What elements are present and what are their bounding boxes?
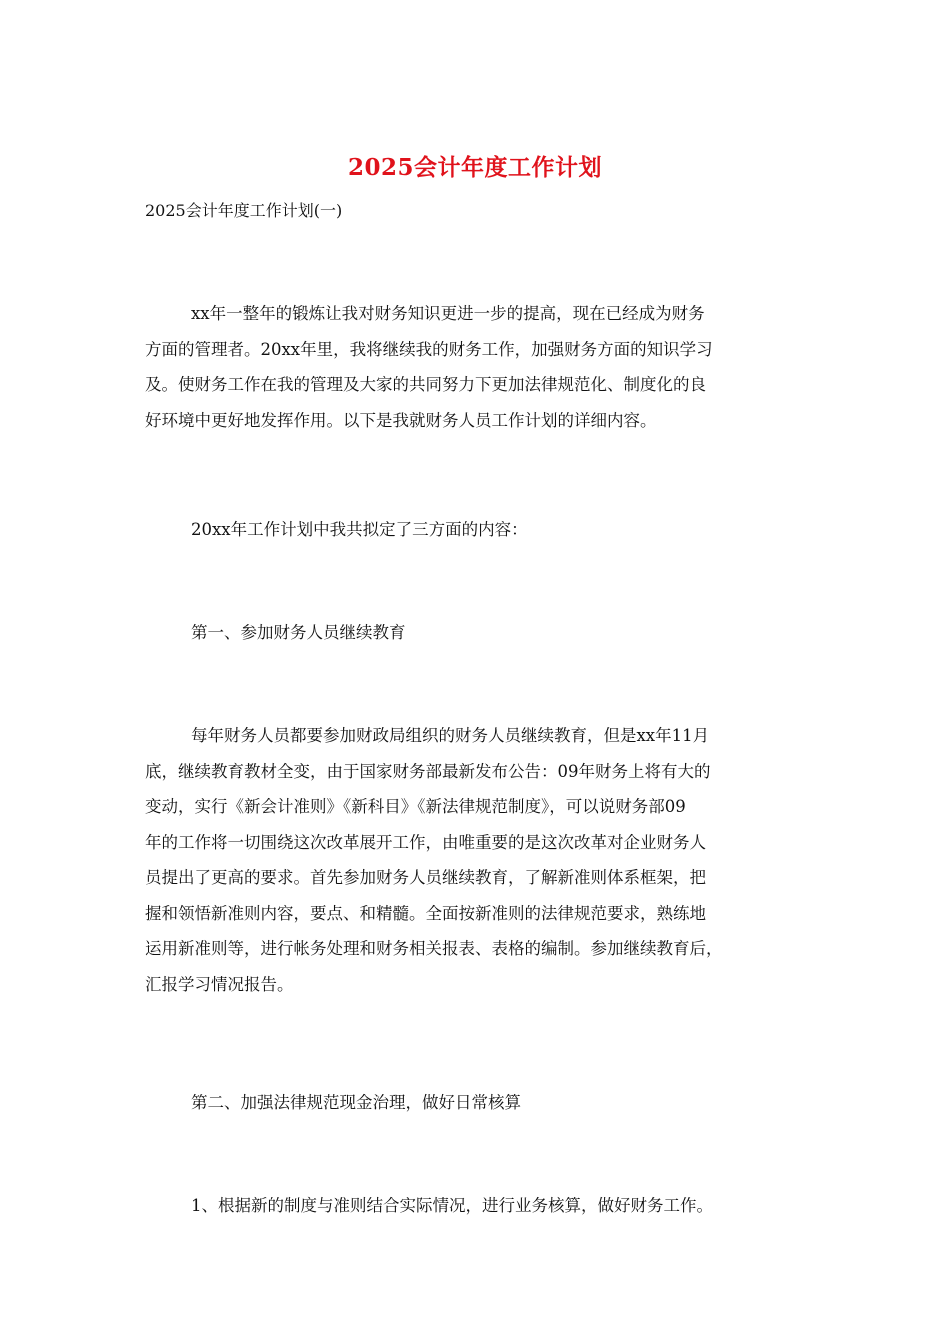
- paragraph-intro: [145, 296, 815, 438]
- paragraph-line: 运用新准则等，进行帐务处理和财务相关报表、表格的编制。参加继续教育后，: [145, 939, 723, 958]
- paragraph-line: 变动，实行《新会计准则》《新科目》《新法律规范制度》，可以说财务部09: [145, 797, 686, 816]
- paragraph-line: 第二、加强法律规范现金治理，做好日常核算: [191, 1093, 521, 1112]
- section-heading-first: [145, 615, 815, 651]
- paragraph-line: 握和领悟新准则内容，要点、和精髓。全面按新准则的法律规范要求，熟练地: [145, 903, 706, 923]
- paragraph-line: 及。使财务工作在我的管理及大家的共同努力下更加法律规范化、制度化的良: [145, 375, 706, 394]
- paragraph-line: 第一、参加财务人员继续教育: [191, 623, 406, 642]
- paragraph-line: xx年一整年的锻炼让我对财务知识更进一步的提高，现在已经成为财务: [191, 304, 705, 323]
- document-title: 2025会计年度工作计划: [347, 154, 602, 181]
- paragraph-plan-overview: [145, 512, 815, 548]
- paragraph-line: 1、根据新的制度与准则结合实际情况，进行业务核算，做好财务工作。: [191, 1196, 713, 1215]
- paragraph-continuing-education: [145, 718, 815, 1002]
- paragraph-line: 汇报学习情况报告。: [145, 974, 294, 994]
- paragraph-line: 20xx年工作计划中我共拟定了三方面的内容：: [191, 520, 528, 539]
- paragraph-line: 年的工作将一切围绕这次改革展开工作，由唯重要的是这次改革对企业财务人: [145, 832, 706, 852]
- paragraph-line: 每年财务人员都要参加财政局组织的财务人员继续教育，但是xx年11月: [191, 726, 710, 745]
- paragraph-line: 底，继续教育教材全变，由于国家财务部最新发布公告：09年财务上将有大的: [145, 761, 711, 781]
- paragraph-line: 员提出了更高的要求。首先参加财务人员继续教育，了解新准则体系框架，把: [145, 868, 706, 887]
- document-subtitle: 2025会计年度工作计划(一): [145, 201, 343, 220]
- paragraph-item-1: [145, 1188, 815, 1224]
- paragraph-line: 好环境中更好地发挥作用。以下是我就财务人员工作计划的详细内容。: [145, 410, 657, 430]
- section-heading-second: [145, 1085, 815, 1121]
- paragraph-line: 方面的管理者。20xx年里，我将继续我的财务工作，加强财务方面的知识学习: [145, 339, 713, 359]
